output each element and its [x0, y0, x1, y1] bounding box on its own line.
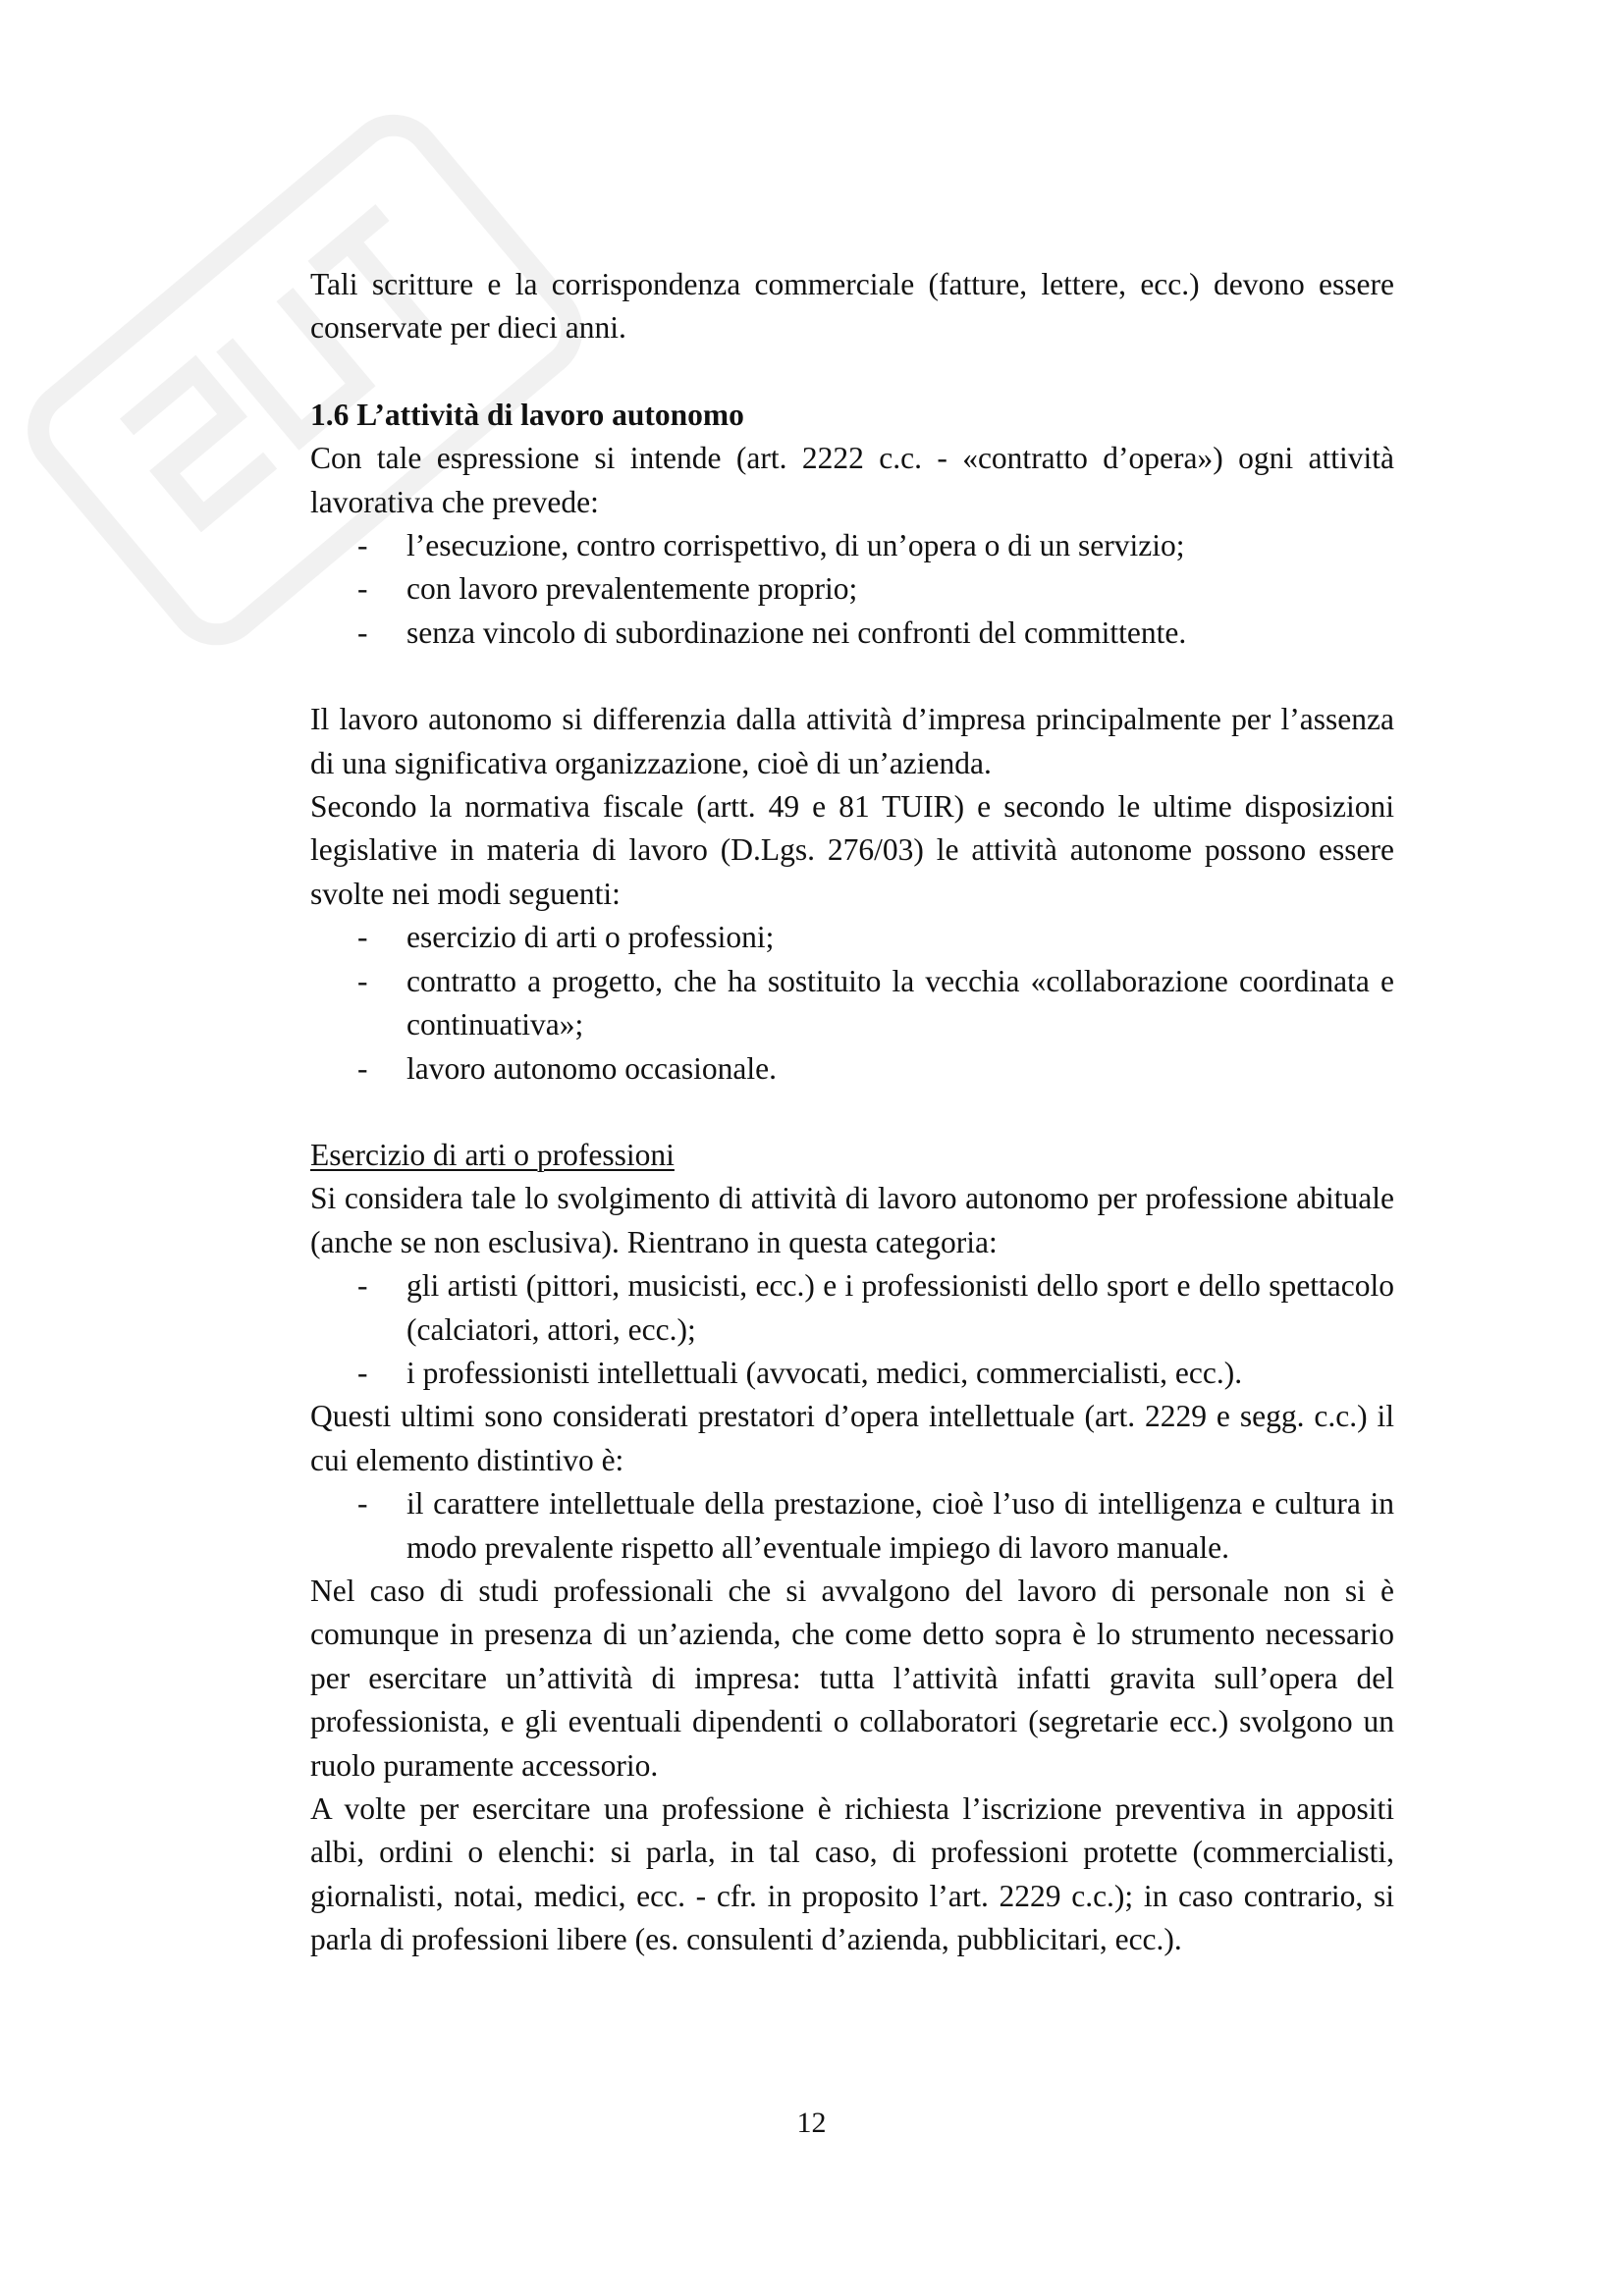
section-title: 1.6 L’attività di lavoro autonomo: [310, 397, 744, 432]
spacer: [310, 1091, 1394, 1134]
spacer: [310, 350, 1394, 394]
spacer: [310, 655, 1394, 698]
list-item: - il carattere intellettuale della prestazione, cioè l’uso di intelligenza e cultura in modo prevalente rispetto all’eventuale impiego di lavoro manuale.: [406, 1482, 1394, 1570]
list-item: - contratto a progetto, che ha sostituito la vecchia «collaborazione coordinata e continuativa»;: [406, 960, 1394, 1047]
list-item: - lavoro autonomo occasionale.: [406, 1047, 1394, 1091]
page-number: 12: [796, 2107, 827, 2139]
professions-list: [310, 1264, 1394, 1395]
professions-paragraph: Si considera tale lo svolgimento di attività di lavoro autonomo per professione abituale (anche se non esclusiva). Rientrano in questa categoria:: [310, 1181, 1394, 1259]
difference-paragraph: Il lavoro autonomo si differenzia dalla attività d’impresa principalmente per l’assenza di una significativa organizzazione, cioè di un’azienda.: [310, 702, 1394, 780]
registers-paragraph: A volte per esercitare una professione è richiesta l’iscrizione preventiva in appositi albi, ordini o elenchi: si parla, in tal caso, di professioni protette (commercialisti, giornalisti, notai, medici, ecc. - cfr. in proposito l’art. 2229 c.c.); in caso contrario, si parla di professioni libere (es. consulenti d’azienda, pubblicitari, ecc.).: [310, 1791, 1394, 1957]
subsection-title: [310, 1134, 1394, 1177]
modes-paragraph: Secondo la normativa fiscale (artt. 49 e 81 TUIR) e secondo le ultime disposizioni legislative in materia di lavoro (D.Lgs. 276/03) le attività autonome possono essere svolte nei modi seguenti:: [310, 789, 1394, 911]
list-item: - gli artisti (pittori, musicisti, ecc.) e i professionisti dello sport e dello spettacolo (calciatori, attori, ecc.);: [406, 1264, 1394, 1352]
intro-paragraph: Tali scritture e la corrispondenza commerciale (fatture, lettere, ecc.) devono essere conservate per dieci anni.: [310, 267, 1394, 346]
modes-list: [310, 916, 1394, 1091]
list-item: - l’esecuzione, contro corrispettivo, di un’opera o di un servizio;: [406, 524, 1394, 567]
definition-list: [310, 524, 1394, 655]
intellectual-paragraph: Questi ultimi sono considerati prestatori d’opera intellettuale (art. 2229 e segg. c.c.) il cui elemento distintivo è:: [310, 1399, 1394, 1477]
document-page: [310, 263, 1394, 1962]
list-item: - esercizio di arti o professioni;: [406, 916, 1394, 959]
list-item: - senza vincolo di subordinazione nei confronti del committente.: [406, 612, 1394, 655]
definition-paragraph: Con tale espressione si intende (art. 2222 c.c. - «contratto d’opera») ogni attività lavorativa che prevede:: [310, 441, 1394, 519]
intellectual-list: [310, 1482, 1394, 1570]
list-item: - i professionisti intellettuali (avvocati, medici, commercialisti, ecc.).: [406, 1352, 1394, 1395]
list-item: - con lavoro prevalentemente proprio;: [406, 567, 1394, 611]
subsection-title-text: Esercizio di arti o professioni: [310, 1137, 675, 1172]
studios-paragraph: Nel caso di studi professionali che si avvalgono del lavoro di personale non si è comunque in presenza di un’azienda, che come detto sopra è lo strumento necessario per esercitare un’attività di impresa: tutta l’attività infatti gravita sull’opera del professionista, e gli eventuali dipendenti o collaboratori (segretarie ecc.) svolgono un ruolo puramente accessorio.: [310, 1573, 1394, 1783]
